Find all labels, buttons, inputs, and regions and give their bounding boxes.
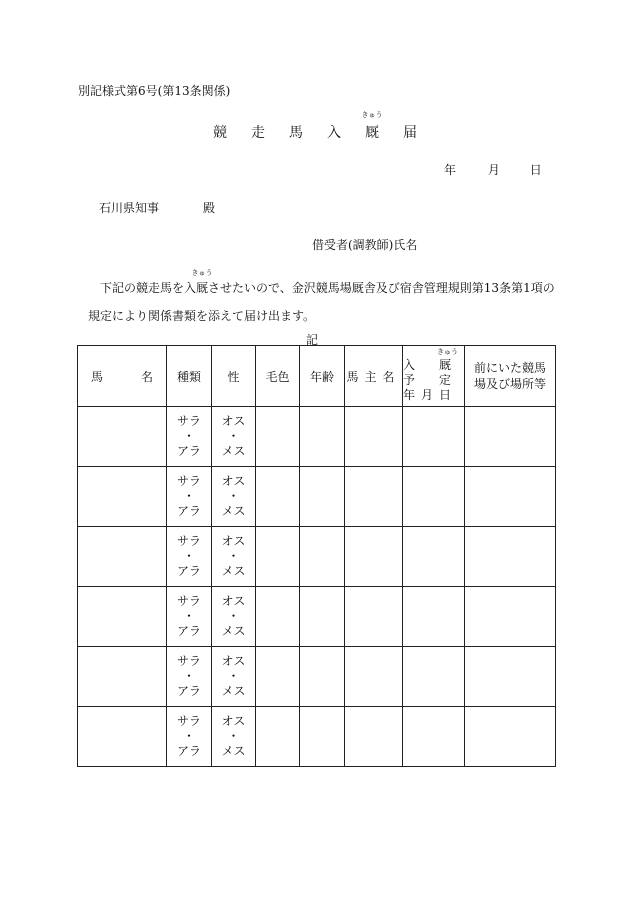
date-year: 年 xyxy=(444,163,457,177)
cell-coat[interactable] xyxy=(256,467,300,527)
body-text-part: 下記の競走馬を入 xyxy=(100,281,197,295)
cell-sex xyxy=(212,407,256,467)
cell-sex xyxy=(212,707,256,767)
cell-previous-location[interactable] xyxy=(465,647,556,707)
title-char: 競 xyxy=(213,125,227,141)
cell-horse-name[interactable] xyxy=(78,707,167,767)
title-char: 入 xyxy=(327,125,341,141)
cell-kind-option: サラ xyxy=(176,414,201,428)
cell-horse-name[interactable] xyxy=(78,407,167,467)
body-ruby: きゅう xyxy=(191,269,213,277)
cell-age[interactable] xyxy=(300,587,345,647)
cell-kind-option: サラ xyxy=(176,714,201,728)
cell-sex-option: オス xyxy=(221,714,246,728)
cell-previous-location[interactable] xyxy=(465,527,556,587)
header-nyukyu-ruby: きゅう xyxy=(437,348,458,356)
cell-kind xyxy=(167,407,212,467)
cell-sex-option: メス xyxy=(221,504,246,518)
cell-kind xyxy=(167,707,212,767)
cell-sex-option: オス xyxy=(221,654,246,668)
ki-heading: 記 xyxy=(306,333,319,347)
addressee-name: 石川県知事 xyxy=(99,201,160,215)
cell-sex-option: ・ xyxy=(227,609,240,623)
cell-owner[interactable] xyxy=(345,467,403,527)
cell-horse-name[interactable] xyxy=(78,587,167,647)
cell-sex-option: メス xyxy=(221,564,246,578)
date-month: 月 xyxy=(487,163,500,177)
cell-age[interactable] xyxy=(300,527,345,587)
header-horse-name: 馬 名 xyxy=(78,346,167,407)
document-title xyxy=(0,111,630,142)
form-reference: 別記様式第6号(第13条関係) xyxy=(78,84,231,98)
cell-age[interactable] xyxy=(300,467,345,527)
addressee-honorific: 殿 xyxy=(203,201,216,215)
title-char: 届 xyxy=(403,125,417,141)
cell-sex-option: ・ xyxy=(227,729,240,743)
cell-kind-option: アラ xyxy=(176,744,201,758)
cell-sex xyxy=(212,527,256,587)
body-kyu xyxy=(191,269,213,296)
body-text-line-2: 規定により関係書類を添えて届け出ます。 xyxy=(88,309,316,323)
cell-sex-option: ・ xyxy=(227,429,240,443)
cell-kind-option: アラ xyxy=(176,444,201,458)
title-char: 馬 xyxy=(289,125,303,141)
cell-owner[interactable] xyxy=(345,407,403,467)
cell-sex-option: オス xyxy=(221,414,246,428)
cell-owner[interactable] xyxy=(345,587,403,647)
cell-horse-name[interactable] xyxy=(78,527,167,587)
body-text-line-1 xyxy=(100,269,555,296)
table-row xyxy=(78,467,556,527)
header-coat: 毛色 xyxy=(256,346,300,407)
cell-nyukyu-date[interactable] xyxy=(403,647,465,707)
cell-kind xyxy=(167,587,212,647)
cell-sex-option: オス xyxy=(221,594,246,608)
cell-previous-location[interactable] xyxy=(465,407,556,467)
cell-sex-option: オス xyxy=(221,474,246,488)
cell-nyukyu-date[interactable] xyxy=(403,707,465,767)
cell-kind-option: ・ xyxy=(182,609,195,623)
cell-horse-name[interactable] xyxy=(78,467,167,527)
addressee xyxy=(99,199,215,216)
cell-owner[interactable] xyxy=(345,707,403,767)
cell-sex-option: ・ xyxy=(227,669,240,683)
cell-age[interactable] xyxy=(300,647,345,707)
cell-sex xyxy=(212,647,256,707)
header-age: 年齢 xyxy=(300,346,345,407)
date-day: 日 xyxy=(529,163,542,177)
cell-sex-option: ・ xyxy=(227,489,240,503)
header-previous-location: 前にいた競馬 場及び場所等 xyxy=(465,346,556,407)
date-line xyxy=(444,161,542,178)
cell-nyukyu-date[interactable] xyxy=(403,467,465,527)
cell-sex-option: メス xyxy=(221,444,246,458)
cell-sex-option: メス xyxy=(221,684,246,698)
header-kind: 種類 xyxy=(167,346,212,407)
cell-kind xyxy=(167,647,212,707)
cell-sex-option: オス xyxy=(221,534,246,548)
table-row xyxy=(78,647,556,707)
table-row xyxy=(78,587,556,647)
cell-age[interactable] xyxy=(300,407,345,467)
cell-nyukyu-date[interactable] xyxy=(403,587,465,647)
cell-sex-option: メス xyxy=(221,624,246,638)
borrower-label: 借受者(調教師)氏名 xyxy=(312,238,418,252)
cell-coat[interactable] xyxy=(256,587,300,647)
registration-table xyxy=(77,345,556,767)
cell-kind-option: ・ xyxy=(182,669,195,683)
cell-coat[interactable] xyxy=(256,407,300,467)
cell-owner[interactable] xyxy=(345,647,403,707)
cell-kind-option: サラ xyxy=(176,534,201,548)
cell-kind-option: サラ xyxy=(176,654,201,668)
cell-kind-option: アラ xyxy=(176,564,201,578)
title-char: 走 xyxy=(251,125,265,141)
cell-previous-location[interactable] xyxy=(465,707,556,767)
cell-owner[interactable] xyxy=(345,527,403,587)
cell-horse-name[interactable] xyxy=(78,647,167,707)
cell-sex xyxy=(212,587,256,647)
cell-kind-option: ・ xyxy=(182,729,195,743)
cell-kind-option: サラ xyxy=(176,474,201,488)
cell-kind-option: アラ xyxy=(176,684,201,698)
cell-kind xyxy=(167,467,212,527)
table-row xyxy=(78,527,556,587)
cell-kind-option: サラ xyxy=(176,594,201,608)
body-kyu-kanji: 厩 xyxy=(196,281,209,295)
header-nyukyu-date: きゅう 入 厩 予 定 年 月 日 xyxy=(403,346,465,407)
cell-kind xyxy=(167,527,212,587)
header-sex: 性 xyxy=(212,346,256,407)
cell-nyukyu-date[interactable] xyxy=(403,407,465,467)
cell-coat[interactable] xyxy=(256,647,300,707)
cell-sex xyxy=(212,467,256,527)
cell-kind-option: ・ xyxy=(182,549,195,563)
cell-nyukyu-date[interactable] xyxy=(403,527,465,587)
cell-age[interactable] xyxy=(300,707,345,767)
title-ruby: きゅう xyxy=(361,111,383,119)
cell-kind-option: ・ xyxy=(182,429,195,443)
cell-kind-option: アラ xyxy=(176,624,201,638)
cell-coat[interactable] xyxy=(256,527,300,587)
cell-sex-option: メス xyxy=(221,744,246,758)
cell-previous-location[interactable] xyxy=(465,587,556,647)
table-row xyxy=(78,407,556,467)
cell-previous-location[interactable] xyxy=(465,467,556,527)
cell-kind-option: アラ xyxy=(176,504,201,518)
body-text-part: させたいので、金沢競馬場厩舎及び宿舎管理規則第13条第1項の xyxy=(208,281,555,295)
header-owner: 馬主名 xyxy=(345,346,403,407)
cell-kind-option: ・ xyxy=(182,489,195,503)
title-char xyxy=(353,111,391,142)
title-char-kyu: 厩 xyxy=(365,125,379,141)
table-row xyxy=(78,707,556,767)
cell-sex-option: ・ xyxy=(227,549,240,563)
table-header-row xyxy=(78,346,556,407)
cell-coat[interactable] xyxy=(256,707,300,767)
